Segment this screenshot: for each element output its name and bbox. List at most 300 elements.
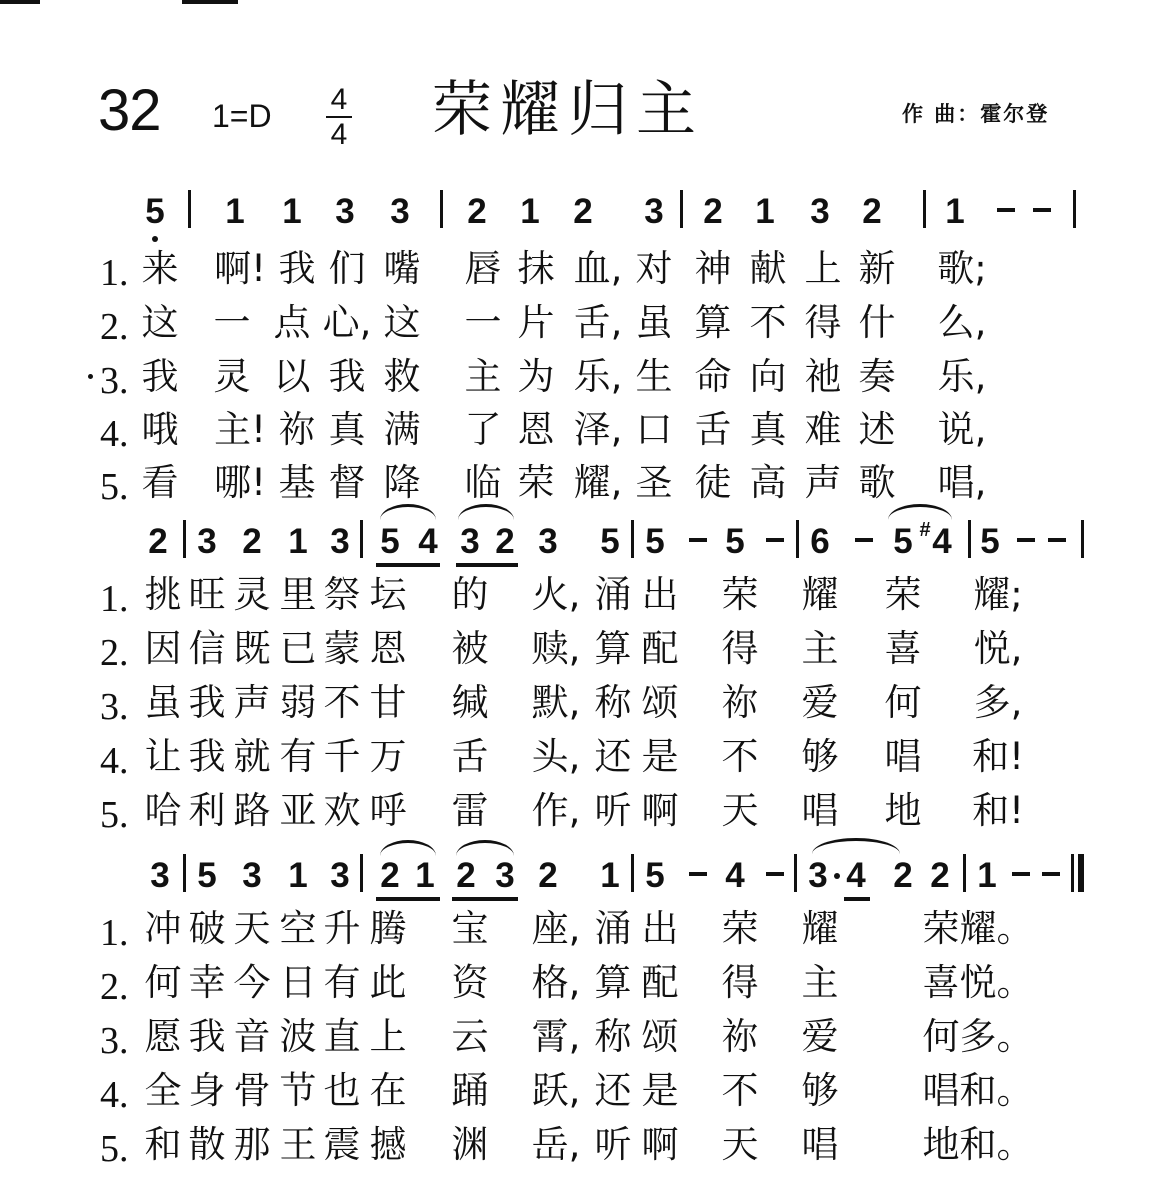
lyric-syllable: 抹: [517, 247, 555, 290]
scan-edge-mark: [0, 0, 40, 4]
lyric-syllable: 声: [804, 461, 842, 504]
note: 3: [330, 522, 350, 561]
beam-underline: [376, 897, 440, 901]
lyric-syllable: 一: [464, 301, 502, 344]
note: 2: [495, 522, 515, 561]
barline: [188, 190, 191, 228]
lyric-syllable: 默,: [531, 681, 581, 724]
lyric-syllable: 降: [383, 461, 421, 504]
lyric-syllable: 已: [279, 627, 317, 670]
lyric-syllable: 徒: [694, 461, 732, 504]
lyric-syllable: 幸: [188, 961, 226, 1004]
lyric-syllable: 高: [749, 461, 787, 504]
lyric-syllable: 主: [801, 627, 839, 670]
lyric-syllable: 歌;: [937, 247, 987, 290]
lyric-syllable: 称: [594, 1015, 632, 1058]
lyric-line-1-4: [0, 405, 1163, 455]
lyric-syllable: 舌,: [573, 301, 623, 344]
hold-dash: [1042, 872, 1060, 876]
hold-dash: [997, 208, 1015, 212]
lyric-syllable: 看: [141, 461, 179, 504]
lyric-syllable: 了: [464, 408, 502, 451]
lyric-syllable: 唱,: [937, 461, 987, 504]
lyric-syllable: 算: [694, 301, 732, 344]
lyric-syllable: 点: [273, 301, 311, 344]
lyric-syllable: 唇: [464, 247, 502, 290]
note: 3: [460, 522, 480, 561]
lyric-syllable: 天: [233, 907, 271, 950]
lyric-line-1-5: [0, 458, 1163, 508]
lyric-syllable: 舌: [451, 735, 489, 778]
lyric-syllable: 乐,: [937, 355, 987, 398]
lyric-syllable: 奏: [858, 355, 896, 398]
note: 2: [893, 856, 913, 895]
verse-number: 4.: [100, 413, 129, 455]
hold-dash: [855, 538, 873, 542]
lyric-syllable: 我: [141, 355, 179, 398]
note: 5: [893, 522, 913, 561]
note: 3: [335, 192, 355, 231]
lyric-syllable: 称: [594, 681, 632, 724]
lyric-syllable: 够: [801, 1069, 839, 1112]
lyric-syllable: 我: [188, 1015, 226, 1058]
lyric-syllable: 喜: [884, 627, 922, 670]
lyric-syllable: 来: [141, 247, 179, 290]
scan-speck: [88, 374, 93, 379]
low-octave-dot: [152, 236, 158, 242]
lyric-syllable: 圣: [635, 461, 673, 504]
barline: [968, 520, 971, 558]
lyric-syllable: 震: [323, 1123, 361, 1166]
note: 1: [945, 192, 965, 231]
lyric-syllable: 主: [801, 961, 839, 1004]
lyric-syllable: 听: [594, 789, 632, 832]
lyric-syllable: 命: [694, 355, 732, 398]
lyric-syllable: 雷: [451, 789, 489, 832]
verse-number: 2.: [100, 306, 129, 348]
lyric-syllable: 泽,: [573, 408, 623, 451]
note: 2: [380, 856, 400, 895]
lyric-syllable: 啊: [641, 789, 679, 832]
time-signature-bottom: 4: [330, 118, 348, 151]
beam-underline: [456, 563, 518, 567]
lyric-syllable: 声: [233, 681, 271, 724]
notation-line-2: [0, 518, 1163, 568]
verse-number: 4.: [100, 1074, 129, 1116]
verse-number: 2.: [100, 632, 129, 674]
lyric-syllable: 有: [279, 735, 317, 778]
lyric-syllable: 坛: [369, 573, 407, 616]
lyric-syllable: 不: [323, 681, 361, 724]
barline: [923, 190, 926, 228]
note: 3: [150, 856, 170, 895]
lyric-syllable: 算: [594, 627, 632, 670]
lyric-syllable: 和!: [972, 735, 1024, 778]
hold-dash: [689, 872, 707, 876]
lyric-syllable: 何多。: [922, 1015, 1034, 1058]
barline: [680, 190, 683, 228]
note: 2: [467, 192, 487, 231]
key-signature: 1=D: [212, 98, 272, 134]
lyric-syllable: 悦,: [973, 627, 1023, 670]
sharp-accidental: #: [919, 519, 931, 541]
lyric-syllable: 也: [323, 1069, 361, 1112]
note: 5: [725, 522, 745, 561]
note: 1: [977, 856, 997, 895]
lyric-syllable: 新: [858, 247, 896, 290]
lyric-syllable: 此: [369, 961, 407, 1004]
barline: [1073, 190, 1076, 228]
lyric-syllable: 就: [233, 735, 271, 778]
lyric-syllable: 这: [383, 301, 421, 344]
beam-underline: [376, 563, 440, 567]
lyric-syllable: 天: [721, 789, 759, 832]
lyric-syllable: 资: [451, 961, 489, 1004]
lyric-syllable: 一: [213, 301, 251, 344]
lyric-syllable: 配: [641, 961, 679, 1004]
note: 4: [932, 522, 952, 561]
lyric-syllable: 还: [594, 735, 632, 778]
note: 1: [755, 192, 775, 231]
note: 3: [538, 522, 558, 561]
lyric-syllable: 让: [144, 735, 182, 778]
slur: [812, 838, 900, 854]
lyric-syllable: 血,: [573, 247, 623, 290]
lyric-syllable: 冲: [144, 907, 182, 950]
lyric-syllable: 座,: [531, 907, 581, 950]
lyric-syllable: 是: [641, 735, 679, 778]
lyric-syllable: 祂: [804, 355, 842, 398]
note: 1: [415, 856, 435, 895]
lyric-syllable: 唱: [884, 735, 922, 778]
verse-number: 4.: [100, 740, 129, 782]
lyric-syllable: 灵: [213, 355, 251, 398]
note: 6: [810, 522, 830, 561]
lyric-syllable: 既: [233, 627, 271, 670]
lyric-syllable: 里: [279, 573, 317, 616]
lyric-syllable: 撼: [369, 1123, 407, 1166]
verse-number: 3.: [100, 1020, 129, 1062]
lyric-syllable: 破: [188, 907, 226, 950]
slur: [456, 840, 514, 856]
lyric-syllable: 祭: [323, 573, 361, 616]
hold-dash: [1012, 872, 1030, 876]
note: 3: [390, 192, 410, 231]
lyric-syllable: 空: [279, 907, 317, 950]
lyric-line-2-4: [0, 732, 1163, 782]
lyric-syllable: 弱: [279, 681, 317, 724]
lyric-syllable: 利: [188, 789, 226, 832]
time-signature: [324, 84, 354, 150]
note: 1: [282, 192, 302, 231]
barline: [631, 854, 634, 892]
lyric-syllable: 虽: [144, 681, 182, 724]
lyric-syllable: 片: [517, 301, 555, 344]
note: 2: [242, 522, 262, 561]
lyric-syllable: 云: [451, 1015, 489, 1058]
lyric-line-2-3: [0, 678, 1163, 728]
lyric-syllable: 基: [278, 461, 316, 504]
lyric-syllable: 千: [323, 735, 361, 778]
note: 2: [703, 192, 723, 231]
note: 3: [644, 192, 664, 231]
lyric-syllable: 真: [328, 408, 366, 451]
lyric-syllable: 王: [279, 1123, 317, 1166]
barline: [631, 520, 634, 558]
lyric-syllable: 日: [279, 961, 317, 1004]
lyric-syllable: 对: [635, 247, 673, 290]
lyric-syllable: 得: [721, 627, 759, 670]
hold-dash: [766, 872, 784, 876]
barline: [360, 854, 363, 892]
lyric-syllable: 什: [858, 301, 896, 344]
lyric-syllable: 出: [641, 907, 679, 950]
lyric-syllable: 听: [594, 1123, 632, 1166]
note: 2: [930, 856, 950, 895]
lyric-syllable: 我: [188, 681, 226, 724]
lyric-syllable: 直: [323, 1015, 361, 1058]
lyric-syllable: 散: [188, 1123, 226, 1166]
barline: [183, 854, 186, 892]
lyric-syllable: 们: [328, 247, 366, 290]
lyric-syllable: 头,: [531, 735, 581, 778]
notation-line-3: [0, 852, 1163, 902]
lyric-syllable: 岳,: [531, 1123, 581, 1166]
lyric-syllable: 祢: [721, 681, 759, 724]
lyric-syllable: 和: [144, 1123, 182, 1166]
note: 4: [725, 856, 745, 895]
hold-dash: [689, 538, 707, 542]
lyric-line-1-2: [0, 298, 1163, 348]
slur: [380, 840, 436, 856]
lyric-syllable: 真: [749, 408, 787, 451]
barline: [440, 190, 443, 228]
verse-number: 1.: [100, 578, 129, 620]
lyric-syllable: 以: [273, 355, 311, 398]
lyric-syllable: 耀: [801, 907, 839, 950]
lyric-syllable: 全: [144, 1069, 182, 1112]
lyric-syllable: 恩: [517, 408, 555, 451]
lyric-syllable: 作,: [531, 789, 581, 832]
lyric-syllable: 呼: [369, 789, 407, 832]
note: 3: [242, 856, 262, 895]
lyric-syllable: 不: [721, 1069, 759, 1112]
barline: [796, 520, 799, 558]
lyric-syllable: 路: [233, 789, 271, 832]
lyric-syllable: 不: [721, 735, 759, 778]
note: 5: [197, 856, 217, 895]
hold-dash: [1048, 538, 1066, 542]
note: 2: [538, 856, 558, 895]
lyric-line-1-1: [0, 244, 1163, 294]
barline: [963, 854, 966, 892]
lyric-syllable: 地: [884, 789, 922, 832]
lyric-syllable: 满: [383, 408, 421, 451]
lyric-syllable: 啊!: [214, 247, 266, 290]
lyric-syllable: 这: [141, 301, 179, 344]
lyric-syllable: 我: [328, 355, 366, 398]
lyric-syllable: 爱: [801, 1015, 839, 1058]
lyric-syllable: 耀: [801, 573, 839, 616]
note: 3: [495, 856, 515, 895]
lyric-syllable: 缄: [451, 681, 489, 724]
lyric-syllable: 出: [641, 573, 679, 616]
lyric-syllable: 身: [188, 1069, 226, 1112]
time-signature-top: 4: [330, 83, 348, 116]
lyric-syllable: 哪!: [214, 461, 266, 504]
lyric-syllable: 配: [641, 627, 679, 670]
lyric-syllable: 火,: [531, 573, 581, 616]
lyric-syllable: 我: [188, 735, 226, 778]
lyric-syllable: 灵: [233, 573, 271, 616]
lyric-syllable: 天: [721, 1123, 759, 1166]
lyric-syllable: 有: [323, 961, 361, 1004]
note: 5: [980, 522, 1000, 561]
lyric-syllable: 荣: [721, 573, 759, 616]
lyric-syllable: 啊: [641, 1123, 679, 1166]
note: 1: [288, 522, 308, 561]
lyric-syllable: 涌: [594, 573, 632, 616]
lyric-syllable: 颂: [641, 1015, 679, 1058]
lyric-syllable: 主!: [214, 408, 266, 451]
lyric-syllable: 得: [804, 301, 842, 344]
lyric-syllable: 信: [188, 627, 226, 670]
lyric-line-3-1: [0, 904, 1163, 954]
note: 3: [810, 192, 830, 231]
lyric-syllable: 生: [635, 355, 673, 398]
lyric-syllable: 舌: [694, 408, 732, 451]
verse-number: 5.: [100, 1128, 129, 1170]
lyric-syllable: 爱: [801, 681, 839, 724]
note: 1: [288, 856, 308, 895]
lyric-line-1-3: [0, 352, 1163, 402]
lyric-syllable: 荣: [721, 907, 759, 950]
lyric-syllable: 神: [694, 247, 732, 290]
note: 1: [225, 192, 245, 231]
lyric-line-3-3: [0, 1012, 1163, 1062]
lyric-syllable: 不: [749, 301, 787, 344]
lyric-syllable: 荣: [517, 461, 555, 504]
lyric-syllable: 还: [594, 1069, 632, 1112]
lyric-syllable: 恩: [369, 627, 407, 670]
lyric-syllable: 何: [144, 961, 182, 1004]
hold-dash: [766, 538, 784, 542]
lyric-syllable: 临: [464, 461, 502, 504]
lyric-syllable: 唱和。: [922, 1069, 1034, 1112]
lyric-syllable: 地和。: [922, 1123, 1034, 1166]
hold-dash: [1033, 208, 1051, 212]
lyric-syllable: 愿: [144, 1015, 182, 1058]
augmentation-dot: [834, 873, 840, 879]
lyric-syllable: 在: [369, 1069, 407, 1112]
lyric-syllable: 涌: [594, 907, 632, 950]
lyric-syllable: 波: [279, 1015, 317, 1058]
note: 4: [418, 522, 438, 561]
lyric-syllable: 说,: [937, 408, 987, 451]
lyric-syllable: 心,: [322, 301, 372, 344]
lyric-syllable: 蒙: [323, 627, 361, 670]
lyric-syllable: 荣: [884, 573, 922, 616]
note: 5: [645, 856, 665, 895]
lyric-syllable: 渊: [451, 1123, 489, 1166]
lyric-syllable: 赎,: [531, 627, 581, 670]
lyric-syllable: 霄,: [531, 1015, 581, 1058]
note: 3: [330, 856, 350, 895]
note: 1: [600, 856, 620, 895]
final-barline-thin: [1071, 854, 1074, 892]
note: 1: [520, 192, 540, 231]
scan-edge-mark: [182, 0, 238, 4]
lyric-syllable: 骨: [233, 1069, 271, 1112]
lyric-syllable: 上: [804, 247, 842, 290]
lyric-syllable: 喜悦。: [922, 961, 1034, 1004]
note: 2: [148, 522, 168, 561]
lyric-syllable: 唱: [801, 789, 839, 832]
lyric-syllable: 向: [749, 355, 787, 398]
lyric-syllable: 救: [383, 355, 421, 398]
lyric-syllable: 虽: [635, 301, 673, 344]
final-barline-thick: [1078, 854, 1084, 892]
lyric-syllable: 音: [233, 1015, 271, 1058]
beam-underline: [452, 897, 518, 901]
verse-number: 1.: [100, 252, 129, 294]
lyric-syllable: 旺: [188, 573, 226, 616]
hymn-number: 32: [98, 78, 161, 143]
barline: [794, 854, 797, 892]
lyric-syllable: 颂: [641, 681, 679, 724]
lyric-syllable: 上: [369, 1015, 407, 1058]
beam-underline: [844, 897, 870, 901]
lyric-syllable: 今: [233, 961, 271, 1004]
lyric-syllable: 述: [858, 408, 896, 451]
lyric-syllable: 乐,: [573, 355, 623, 398]
note: 3: [808, 856, 828, 895]
lyric-syllable: 节: [279, 1069, 317, 1112]
lyric-syllable: 哦: [141, 408, 179, 451]
lyric-syllable: 我: [278, 247, 316, 290]
lyric-syllable: 为: [517, 355, 555, 398]
note: 2: [862, 192, 882, 231]
note: 5: [645, 522, 665, 561]
verse-number: 5.: [100, 794, 129, 836]
lyric-syllable: 唱: [801, 1123, 839, 1166]
lyric-syllable: 督: [328, 461, 366, 504]
lyric-syllable: 嘴: [383, 247, 421, 290]
lyric-syllable: 哈: [144, 789, 182, 832]
lyric-syllable: 被: [451, 627, 489, 670]
lyric-line-2-2: [0, 624, 1163, 674]
note: 2: [456, 856, 476, 895]
lyric-syllable: 欢: [323, 789, 361, 832]
lyric-syllable: 挑: [144, 573, 182, 616]
lyric-line-3-2: [0, 958, 1163, 1008]
barline: [360, 520, 363, 558]
lyric-syllable: 亚: [279, 789, 317, 832]
lyric-syllable: 宝: [451, 907, 489, 950]
verse-number: 5.: [100, 466, 129, 508]
lyric-syllable: 腾: [369, 907, 407, 950]
lyric-syllable: 格,: [531, 961, 581, 1004]
note: 2: [573, 192, 593, 231]
lyric-syllable: 和!: [972, 789, 1024, 832]
barline: [1081, 520, 1084, 558]
verse-number: 1.: [100, 912, 129, 954]
lyric-syllable: 万: [369, 735, 407, 778]
note: 5: [600, 522, 620, 561]
lyric-syllable: 主: [464, 355, 502, 398]
composer-credit: 作 曲：霍尔登: [902, 102, 1050, 126]
barline: [183, 520, 186, 558]
